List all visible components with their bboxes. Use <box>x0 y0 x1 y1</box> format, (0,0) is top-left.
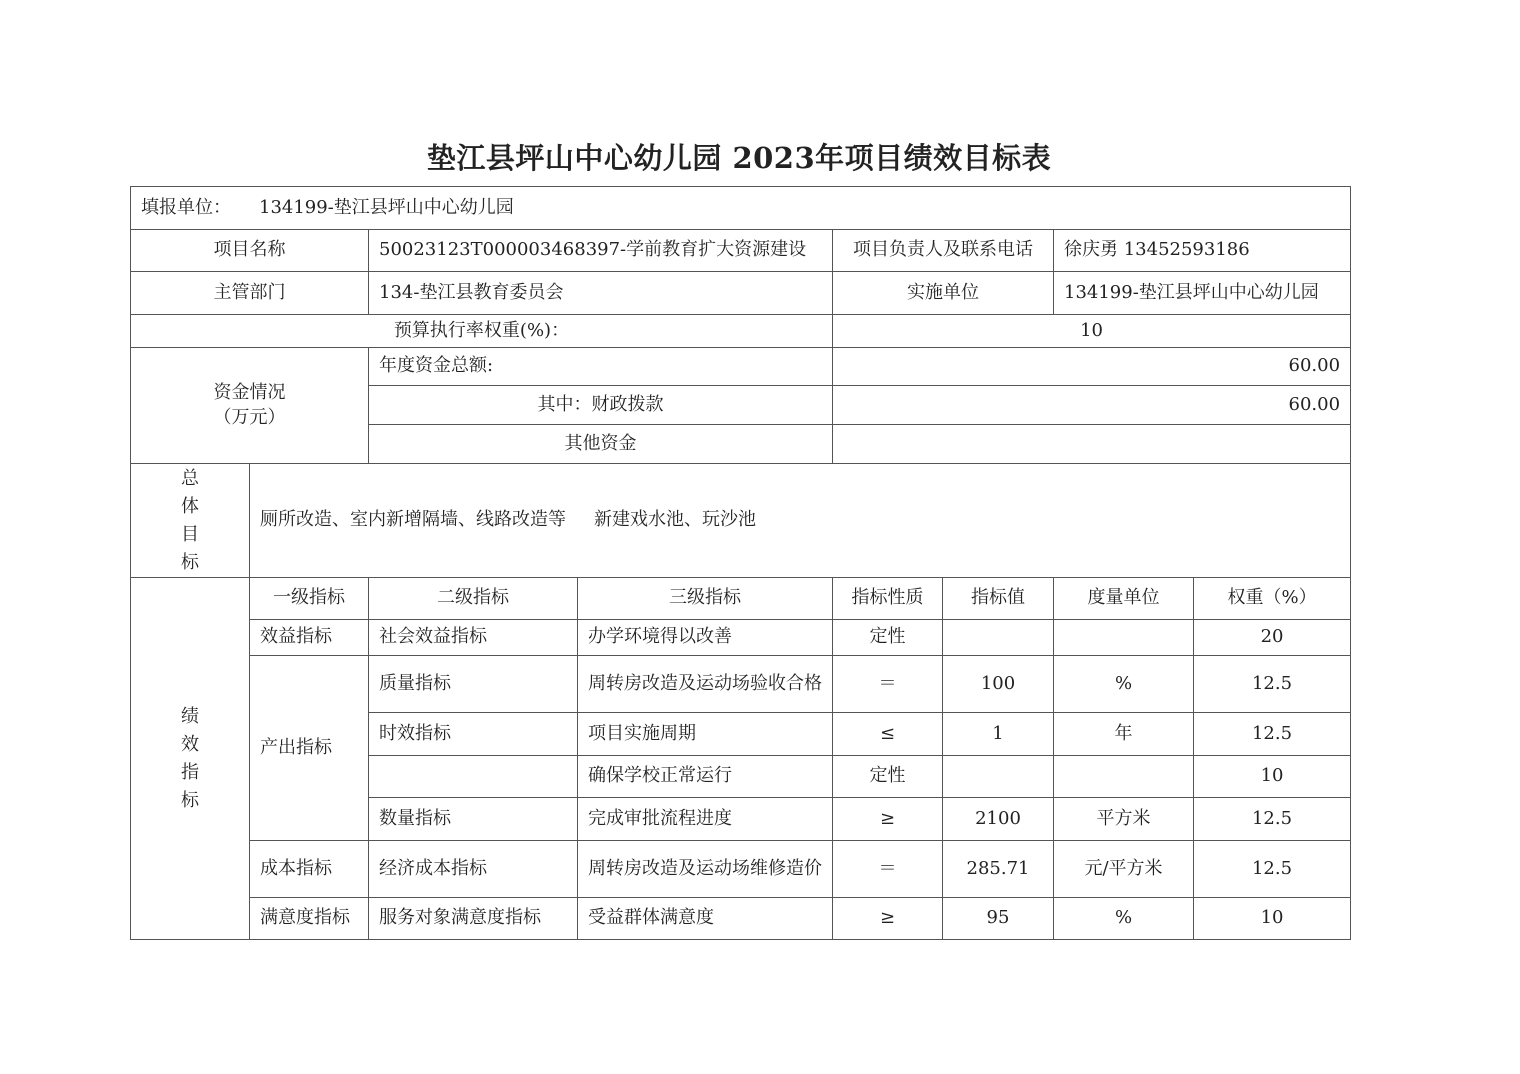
level1-indicator: 产出指标 <box>250 656 369 841</box>
fill-unit-cell <box>131 187 1351 230</box>
budget-weight-value: 10 <box>833 315 1351 348</box>
indicator-nature: 定性 <box>833 756 943 798</box>
column-header: 一级指标 <box>250 578 369 620</box>
project-leader-value: 徐庆勇 13452593186 <box>1054 230 1351 272</box>
fill-unit-label: 填报单位： <box>141 196 231 218</box>
indicator-weight: 10 <box>1194 898 1351 940</box>
fill-unit-row <box>131 187 1351 230</box>
level3-indicator: 项目实施周期 <box>578 713 833 756</box>
indicator-weight: 12.5 <box>1194 713 1351 756</box>
indicator-value <box>943 620 1054 656</box>
indicator-nature: ≤ <box>833 713 943 756</box>
implementing-unit-value: 134199-垫江县坪山中心幼儿园 <box>1054 272 1351 315</box>
indicator-value: 2100 <box>943 798 1054 841</box>
table-row <box>131 841 1351 898</box>
project-name-value: 50023123T000003468397-学前教育扩大资源建设 <box>369 230 833 272</box>
indicator-nature: ≥ <box>833 898 943 940</box>
column-header: 权重（%） <box>1194 578 1351 620</box>
budget-weight-row <box>131 315 1351 348</box>
level2-indicator <box>369 756 578 798</box>
indicator-unit: 年 <box>1054 713 1194 756</box>
table-row <box>131 620 1351 656</box>
indicator-value: 95 <box>943 898 1054 940</box>
funds-label: 资金情况 <box>213 382 286 404</box>
indicator-unit <box>1054 620 1194 656</box>
indicator-value: 1 <box>943 713 1054 756</box>
indicator-unit: % <box>1054 898 1194 940</box>
table-row <box>131 898 1351 940</box>
indicator-unit: 平方米 <box>1054 798 1194 841</box>
indicator-weight: 12.5 <box>1194 656 1351 713</box>
level2-indicator: 数量指标 <box>369 798 578 841</box>
department-value: 134-垫江县教育委员会 <box>369 272 833 315</box>
funds-label-cell <box>131 348 369 464</box>
indicator-weight: 12.5 <box>1194 798 1351 841</box>
other-funds-label: 其他资金 <box>369 425 833 464</box>
level3-indicator: 完成审批流程进度 <box>578 798 833 841</box>
indicator-weight: 20 <box>1194 620 1351 656</box>
overall-goal-label: 总体目标 <box>181 467 199 573</box>
indicator-header-row <box>131 578 1351 620</box>
column-header: 指标性质 <box>833 578 943 620</box>
project-leader-label: 项目负责人及联系电话 <box>833 230 1054 272</box>
fiscal-funds-value: 60.00 <box>833 386 1351 425</box>
overall-goal-label-cell <box>131 464 250 578</box>
level3-indicator: 受益群体满意度 <box>578 898 833 940</box>
funds-unit-label: （万元） <box>213 406 286 428</box>
overall-goal-text-2: 新建戏水池、玩沙池 <box>594 509 756 531</box>
level3-indicator: 办学环境得以改善 <box>578 620 833 656</box>
indicator-value: 285.71 <box>943 841 1054 898</box>
overall-goal-text-1: 厕所改造、室内新增隔墙、线路改造等 <box>260 509 566 531</box>
level2-indicator: 质量指标 <box>369 656 578 713</box>
indicators-label: 绩效指标 <box>181 705 199 811</box>
level2-indicator: 社会效益指标 <box>369 620 578 656</box>
annual-total-value: 60.00 <box>833 348 1351 386</box>
indicators-label-cell <box>131 578 250 940</box>
indicator-value <box>943 756 1054 798</box>
performance-target-table <box>130 186 1351 940</box>
overall-goal-row <box>131 464 1351 578</box>
indicator-weight: 12.5 <box>1194 841 1351 898</box>
level2-indicator: 时效指标 <box>369 713 578 756</box>
fill-unit-value: 134199-垫江县坪山中心幼儿园 <box>259 196 514 218</box>
column-header: 三级指标 <box>578 578 833 620</box>
indicator-nature: ＝ <box>833 841 943 898</box>
page-title: 垫江县坪山中心幼儿园 2023年项目绩效目标表 <box>426 141 1052 175</box>
table-row <box>131 656 1351 713</box>
column-header: 二级指标 <box>369 578 578 620</box>
department-label: 主管部门 <box>131 272 369 315</box>
other-funds-value <box>833 425 1351 464</box>
indicator-unit <box>1054 756 1194 798</box>
level2-indicator: 服务对象满意度指标 <box>369 898 578 940</box>
indicator-unit: % <box>1054 656 1194 713</box>
indicator-weight: 10 <box>1194 756 1351 798</box>
overall-goal-text-cell <box>250 464 1351 578</box>
annual-total-label: 年度资金总额: <box>369 348 833 386</box>
implementing-unit-label: 实施单位 <box>833 272 1054 315</box>
level1-indicator: 满意度指标 <box>250 898 369 940</box>
indicator-value: 100 <box>943 656 1054 713</box>
level1-indicator: 成本指标 <box>250 841 369 898</box>
project-name-label: 项目名称 <box>131 230 369 272</box>
indicator-nature: ＝ <box>833 656 943 713</box>
level3-indicator: 确保学校正常运行 <box>578 756 833 798</box>
annual-funds-row <box>131 348 1351 386</box>
department-row <box>131 272 1351 315</box>
project-name-row <box>131 230 1351 272</box>
level1-indicator: 效益指标 <box>250 620 369 656</box>
indicator-nature: 定性 <box>833 620 943 656</box>
fiscal-funds-label: 其中：财政拨款 <box>369 386 833 425</box>
level3-indicator: 周转房改造及运动场维修造价 <box>578 841 833 898</box>
indicator-unit: 元/平方米 <box>1054 841 1194 898</box>
column-header: 指标值 <box>943 578 1054 620</box>
level3-indicator: 周转房改造及运动场验收合格 <box>578 656 833 713</box>
indicator-nature: ≥ <box>833 798 943 841</box>
level2-indicator: 经济成本指标 <box>369 841 578 898</box>
column-header: 度量单位 <box>1054 578 1194 620</box>
budget-weight-label: 预算执行率权重(%)： <box>131 315 833 348</box>
